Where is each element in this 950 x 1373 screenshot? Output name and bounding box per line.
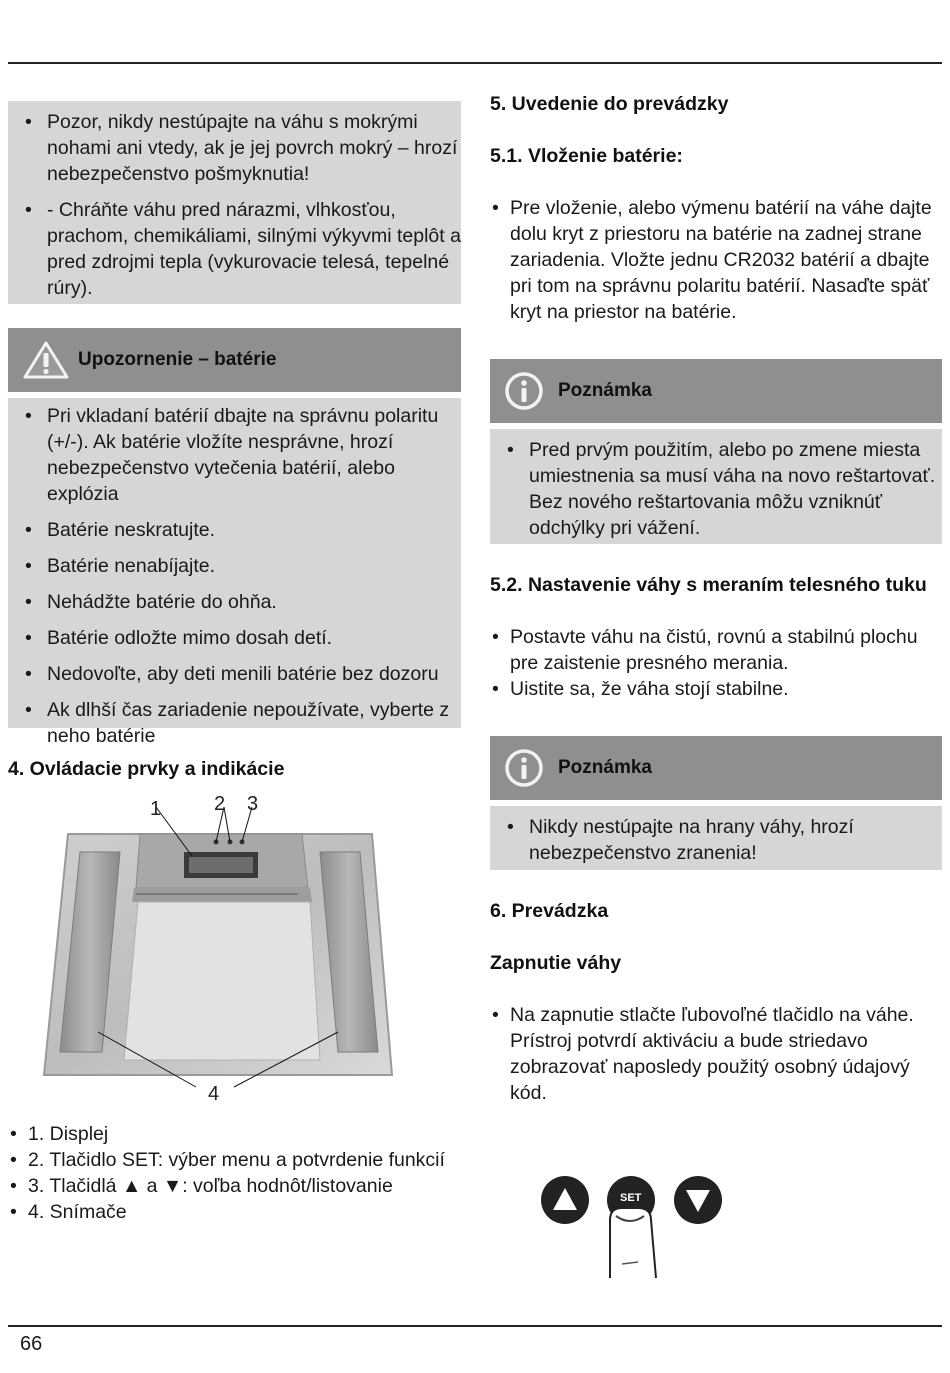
note-2-list — [490, 814, 942, 866]
power-on-list — [490, 1002, 942, 1106]
list-item: • 1. Displej — [8, 1121, 468, 1147]
callout-1: 1 — [150, 798, 162, 820]
list-item: • Postavte váhu na čistú, rovnú a stabilnú plochu pre zaistenie presného merania. — [490, 624, 942, 676]
note-2-box — [490, 806, 942, 870]
power-on-title: Zapnutie váhy — [490, 952, 622, 974]
list-item: • 2. Tlačidlo SET: výber menu a potvrdenie funkcií — [8, 1147, 468, 1173]
section-5-2-title: 5.2. Nastavenie váhy s meraním telesného tuku — [490, 574, 927, 596]
list-item: • Nehádžte batérie do ohňa. — [8, 589, 461, 615]
scale-setup-list — [490, 624, 942, 702]
note-2-title: Poznámka — [558, 757, 652, 778]
callout-3: 3 — [247, 793, 259, 815]
callout-2: 2 — [214, 793, 226, 815]
list-item: • Uistite sa, že váha stojí stabilne. — [490, 676, 942, 702]
safety-box — [8, 101, 461, 304]
list-item: • Nedovoľte, aby deti menili batérie bez dozoru — [8, 661, 461, 687]
section-6-title: 6. Prevádzka — [490, 900, 609, 922]
note-2-header — [490, 736, 942, 800]
controls-list — [8, 1121, 468, 1225]
scale-illustration — [20, 790, 440, 1110]
buttons-figure — [530, 1160, 730, 1285]
set-label: SET — [620, 1192, 642, 1204]
list-item: • Pri vkladaní batérií dbajte na správnu polaritu (+/-). Ak batérie vložíte nesprávne, hrozí nebezpečenstvo vytečenia batérií, alebo explózia — [8, 403, 461, 507]
section-5-1-title: 5.1. Vloženie batérie: — [490, 145, 683, 167]
page-number: 66 — [20, 1333, 43, 1355]
battery-insert-list — [490, 195, 942, 325]
battery-warning-header — [8, 328, 461, 392]
section-5-title: 5. Uvedenie do prevádzky — [490, 93, 729, 115]
battery-warning-list — [8, 403, 461, 749]
left-column — [8, 101, 461, 782]
bottom-rule — [8, 1325, 942, 1327]
top-rule — [8, 62, 942, 64]
note-1-list — [490, 437, 942, 541]
note-1-box — [490, 429, 942, 544]
list-item: • 3. Tlačidlá ▲ a ▼: voľba hodnôt/listovanie — [8, 1173, 468, 1199]
note-1-title: Poznámka — [558, 380, 652, 401]
list-item: • Batérie neskratujte. — [8, 517, 461, 543]
list-item: • Na zapnutie stlačte ľubovoľné tlačidlo na váhe. Prístroj potvrdí aktiváciu a bude striedavo zobrazovať naposledy použitý osobný údajový kód. — [490, 1002, 942, 1106]
warning-icon — [22, 340, 70, 380]
list-item: • Nikdy nestúpajte na hrany váhy, hrozí nebezpečenstvo zranenia! — [490, 814, 942, 866]
list-item: • Pre vloženie, alebo výmenu batérií na váhe dajte dolu kryt z priestoru na batérie na zadnej strane zariadenia. Vložte jednu CR2032 batérií a dbajte pri tom na správnu polaritu batérií. Nasaďte späť kryt na priestor na batérie. — [490, 195, 942, 325]
right-column — [490, 91, 942, 1106]
info-icon — [504, 748, 544, 788]
list-item: • Ak dlhší čas zariadenie nepoužívate, vyberte z neho batérie — [8, 697, 461, 749]
callout-4: 4 — [208, 1083, 220, 1105]
safety-list — [8, 109, 461, 301]
info-icon — [504, 371, 544, 411]
list-item: • Pozor, nikdy nestúpajte na váhu s mokrými nohami ani vtedy, ak je jej povrch mokrý – hrozí nebezpečenstvo pošmyknutia! — [8, 109, 461, 187]
list-item: • Batérie odložte mimo dosah detí. — [8, 625, 461, 651]
list-item: • Batérie nenabíjajte. — [8, 553, 461, 579]
battery-warning-title: Upozornenie – batérie — [78, 349, 277, 370]
list-item: • 4. Snímače — [8, 1199, 468, 1225]
list-item: • Pred prvým použitím, alebo po zmene miesta umiestnenia sa musí váha na novo reštartovať. Bez nového reštartovania môžu vzniknúť odchýlky pri vážení. — [490, 437, 942, 541]
list-item: • - Chráňte váhu pred nárazmi, vlhkosťou, prachom, chemikáliami, silnými výkyvmi teplôt a pred zdrojmi tepla (vykurovacie telesá, tepelné rúry). — [8, 197, 461, 301]
section-4-title: 4. Ovládacie prvky a indikácie — [8, 758, 285, 780]
battery-warning-box — [8, 398, 461, 747]
note-1-header — [490, 359, 942, 423]
scale-figure — [20, 790, 440, 1110]
